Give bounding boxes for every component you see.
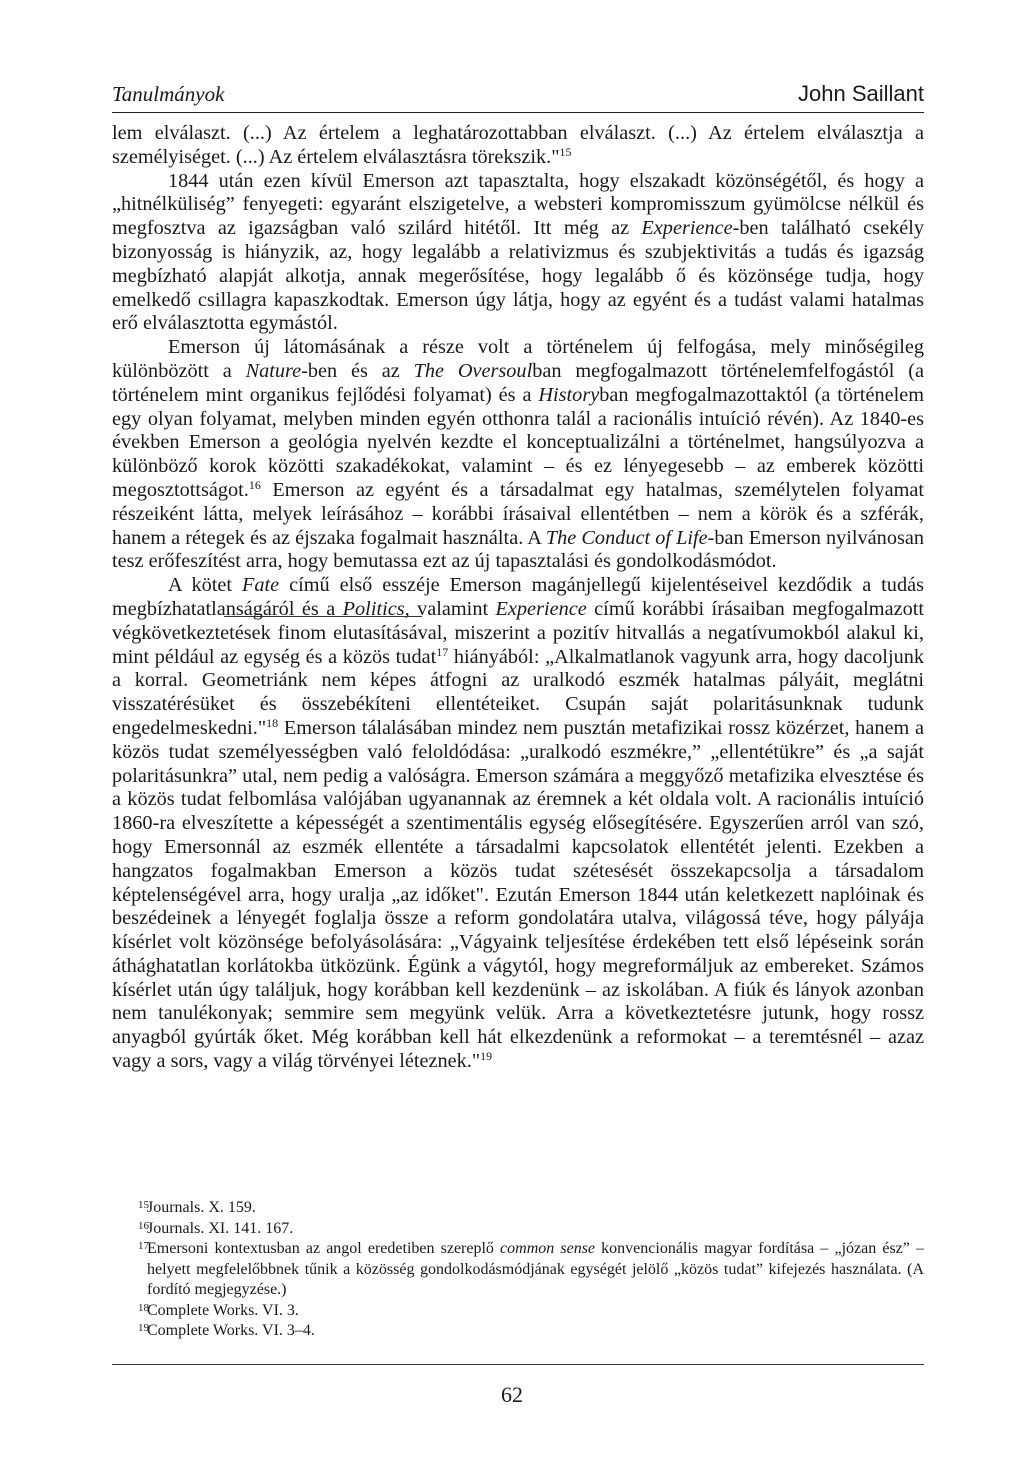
paragraph: lem elválaszt. (...) Az értelem a leghatározottabban elválaszt. (...) Az értelem elválasztja a személyiséget. (...) Az értelem elválasztásra törekszik."$^{15}$ bbox=[112, 122, 924, 168]
footnote bbox=[112, 1198, 924, 1219]
footnote-text: Journals. X. 159. bbox=[147, 1199, 256, 1216]
page-number: 62 bbox=[501, 1382, 523, 1407]
footnote-marker: 18 bbox=[266, 715, 279, 730]
footnote-marker: 15 bbox=[559, 144, 572, 159]
footnote-text: Complete Works. VI. 3. bbox=[147, 1301, 299, 1319]
footnote-text: Emersoni kontextusban az angol eredetiben szereplő common sense konvencionális magyar fordítása – „józan ész” – helyett megfelelőbbnek tűnik a közösség gondolkodásmódjának egységét jelölő „közös tudat” kifejezés használata. (A fordító megjegyzése.) bbox=[147, 1240, 924, 1298]
footnote-marker: 16 bbox=[248, 477, 261, 492]
footnote-marker: 19 bbox=[480, 1049, 493, 1064]
footnote bbox=[112, 1321, 924, 1342]
footnote-text: Journals. XI. 141. 167. bbox=[147, 1219, 294, 1237]
footnote-number: 18 bbox=[138, 1301, 149, 1314]
footnote-number: 17 bbox=[138, 1240, 149, 1252]
page-bottom-rule bbox=[112, 1364, 924, 1365]
footnote bbox=[112, 1219, 924, 1240]
author-name: John Saillant bbox=[798, 81, 924, 106]
section-title: Tanulmányok bbox=[112, 82, 225, 106]
footnote bbox=[112, 1239, 924, 1301]
paragraph: 1844 után ezen kívül Emerson azt tapasztalta, hogy elszakadt közönségétől, és hogy a „hitnélküliség” fenyegeti: egyaránt elszigetelve, a websteri kompromisszum gyümölcse nélkül és megfosztva az igazságban való szilárd hitétől. Itt még az Experience-ben található csekély bizonyosság is hiányzik, az, hogy legalább a relativizmus és szubjektivitás a tudás és igazság megbízható alapját alkotja, annak megerősítése, hogy legalább ő és közönsége tudja, hogy emelkedő csillagra kapaszkodtak. Emerson úgy látja, hogy az egyént és a tudást valami hatalmas erő elválasztotta egymástól. bbox=[112, 169, 924, 335]
footnote-number: 19 bbox=[138, 1322, 149, 1334]
footnote-rule bbox=[224, 616, 422, 617]
footnotes bbox=[112, 1198, 924, 1342]
footnote-number: 16 bbox=[138, 1219, 149, 1232]
paragraph: A kötet Fate című első esszéje Emerson magánjellegű kijelentéseivel kezdődik a tudás megbízhatatlanságáról és a Politics, valamint Experience című korábbi írásaiban megfogalmazott végkövetkeztetések finom elutasításával, miszerint a pozitív hitvallás a negatívumokból alakul ki, mint például az egység és a közös tudat$^{17}$ hiányából: „Alkalmatlanok vagyunk arra, hogy dacoljunk a korral. Geometriánk nem képes átfogni az uralkodó eszmék hatalmas pályáit, meglátni visszatérésüket és összebékíteni ellentéteiket. Csupán saját polaritásunknak tudunk engedelmeskedni."$^{18}$ Emerson tálalásában mindez nem pusztán metafizikai rossz közérzet, hanem a közös tudat személyességben való feloldódása: „uralkodó eszmékre,” „ellentétükre” és „a saját polaritásunkra” utal, nem pedig a valóságra. Emerson számára a meggyőző metafizika elvesztése és a közös tudat felbomlása valójában ugyanannak az éremnek a két oldala volt. A racionális intuíció 1860-ra elveszítette a képességét a szentimentális egység elősegítésére. Egyszerűen arról van szó, hogy Emersonnál az eszmék ellentéte a társadalmi kapcsolatok ellentétét jelenti. Ezekben a hangzatos fogalmakban Emerson a közös tudat szétesését összekapcsolja a társadalom képtelenségével arra, hogy uralja „az időket". Ezután Emerson 1844 után keletkezett naplóinak és beszédeinek a lényegét foglalja össze a reform gondolatára utalva, világossá téve, hogy pályája kísérlet volt közönsége befolyásolására: „Vágyaink teljesítése érdekében tett első lépéseink során áthághatatlan korlátokba ütközünk. Égünk a vágytól, hogy megreformáljuk az embereket. Számos kísérlet után úgy találjuk, hogy korábban kell kezdenünk – az iskolában. A fiúk és lányok azonban nem tanulékonyak; semmire sem megyünk velük. Arra a következtetésre jutunk, hogy rossz anyagból gyúrták őket. Még korábban kell hát elkezdenünk a reformokat – a teremtésnél – azaz vagy a sors, vagy a világ törvényei léteznek."$^{19}$ bbox=[112, 574, 924, 1073]
running-header bbox=[112, 78, 924, 113]
footnote-text: Complete Works. VI. 3–4. bbox=[147, 1322, 315, 1339]
footnote-marker: 17 bbox=[436, 644, 449, 659]
footnote-number: 15 bbox=[138, 1199, 149, 1211]
body-text bbox=[112, 122, 924, 1074]
footnote bbox=[112, 1301, 924, 1322]
paragraph: Emerson új látomásának a része volt a történelem új felfogása, mely minőségileg különbözött a Nature-ben és az The Oversoulban megfogalmazott történelemfelfogástól (a történelem mint organikus fejlődési folyamat) és a Historyban megfogalmazottaktól (a történelem egy olyan folyamat, melyben minden egyén otthonra talál a racionális intuíció révén). Az 1840-es években Emerson a geológia nyelvén kezdte el konceptualizálni a történelmet, hangsúlyozva a különböző korok közötti szakadékokat, valamint – és ez lényegesebb – az emberek közötti megosztottságot.$^{16}$ Emerson az egyént és a társadalmat egy hatalmas, személytelen folyamat részeiként látta, melyek leírásához – korábbi írásaival ellentétben – nem a körök és a szférák, hanem a rétegek és az éjszaka fogalmait használta. A The Conduct of Life-ban Emerson nyilvánosan tesz erőfeszítést arra, hogy bemutassa ezt az új tapasztalási és gondolkodásmódot. bbox=[112, 336, 924, 573]
